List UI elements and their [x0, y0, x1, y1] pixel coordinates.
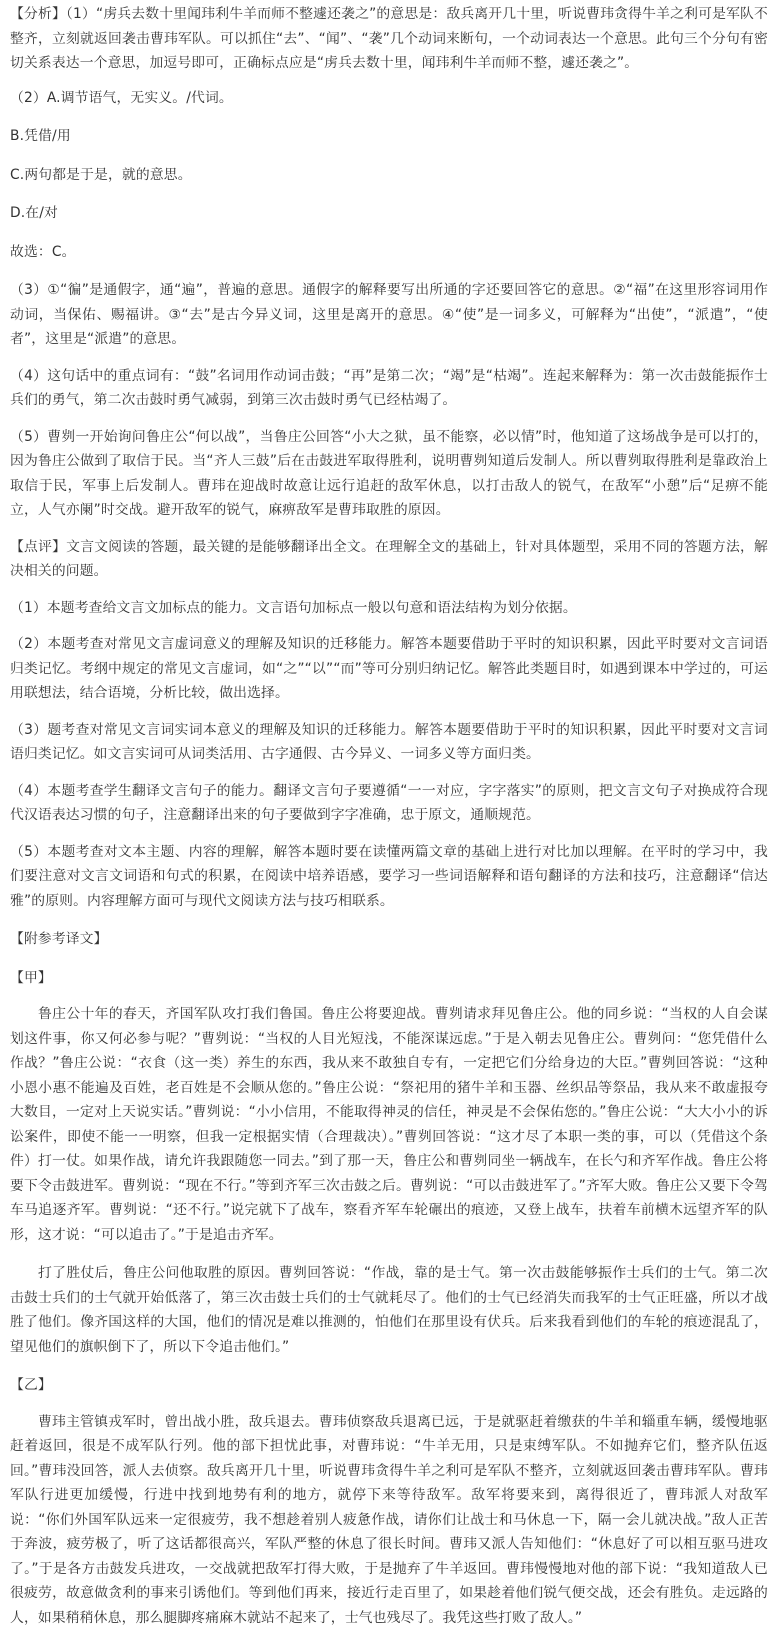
translation-jia-paragraph-2: 打了胜仗后，鲁庄公问他取胜的原因。曹刿回答说：“作战，靠的是士气。第一次击鼓能够振作士兵们的士气。第二次击鼓士兵们的士气就开始低落了，第三次击鼓士兵们的士气就耗尽了。他们的士气已经消失而我军的士气正旺盛，所以才战胜了他们。像齐国这样的大国，他们的情况是难以推测的，怕他们在那里设有伏兵。后来我看到他们的车轮的痕迹混乱了，望见他们的旗帜倒下了，所以下令追击他们。”	[10, 1261, 768, 1359]
translation-jia-label: 【甲】	[10, 966, 768, 991]
analysis-q2-option-a: （2）A.调节语气，无实义。/代词。	[10, 86, 768, 111]
comment-q3: （3）题考查对常见文言词实词本意义的理解及知识的迁移能力。解答本题要借助于平时的知识积累，因此平时要对文言词语归类记忆。如文言实词可从词类活用、古字通假、古今异义、一词多义等方面归类。	[10, 718, 768, 767]
analysis-q2-answer: 故选：C。	[10, 240, 768, 265]
comment-q5: （5）本题考查对文本主题、内容的理解，解答本题时要在读懂两篇文章的基础上进行对比加以理解。在平时的学习中，我们要注意对文言文词语和句式的积累，在阅读中培养语感，要学习一些词语解释和语句翻译的方法和技巧，注意翻译“信达雅”的原则。内容理解方面可与现代文阅读方法与技巧相联系。	[10, 840, 768, 914]
comment-section	[10, 535, 768, 914]
comment-intro: 【点评】文言文阅读的答题，最关键的是能够翻译出全文。在理解全文的基础上，针对具体题型，采用不同的答题方法，解决相关的问题。	[10, 535, 768, 584]
analysis-q2-option-d: D.在/对	[10, 201, 768, 226]
comment-q4: （4）本题考查学生翻译文言句子的能力。翻译文言句子要遵循“一一对应，字字落实”的原则，把文言文句子对换成符合现代汉语表达习惯的句子，注意翻译出来的句子要做到字字准确，忠于原文，通顺规范。	[10, 779, 768, 828]
translation-jia-paragraph-1: 鲁庄公十年的春天，齐国军队攻打我们鲁国。鲁庄公将要迎战。曹刿请求拜见鲁庄公。他的同乡说：“当权的人自会谋划这件事，你又何必参与呢？”曹刿说：“当权的人目光短浅，不能深谋远虑。”于是入朝去见鲁庄公。曹刿问：“您凭借什么作战？”鲁庄公说：“衣食（这一类）养生的东西，我从来不敢独自专有，一定把它们分给身边的大臣。”曹刿回答说：“这种小恩小惠不能遍及百姓，老百姓是不会顺从您的。”鲁庄公说：“祭祀用的猪牛羊和玉器、丝织品等祭品，我从来不敢虚报夸大数目，一定对上天说实话。”曹刿说：“小小信用，不能取得神灵的信任，神灵是不会保佑您的。”鲁庄公说：“大大小小的诉讼案件，即使不能一一明察，但我一定根据实情（合理裁决）。”曹刿回答说：“这才尽了本职一类的事，可以（凭借这个条件）打一仗。如果作战，请允许我跟随您一同去。”到了那一天，鲁庄公和曹刿同坐一辆战车，在长勺和齐军作战。鲁庄公将要下令击鼓进军。曹刿说：“现在不行。”等到齐军三次击鼓之后。曹刿说：“可以击鼓进军了。”齐军大败。鲁庄公又要下令驾车马追逐齐军。曹刿说：“还不行。”说完就下了战车，察看齐军车轮碾出的痕迹，又登上战车，扶着车前横木远望齐军的队形，这才说：“可以追击了。”于是追击齐军。	[10, 1002, 768, 1247]
analysis-q5: （5）曹刿一开始询问鲁庄公“何以战”，当鲁庄公回答“小大之狱，虽不能察，必以情”时，他知道了这场战争是可以打的，因为鲁庄公做到了取信于民。当“齐人三鼓”后在击鼓进军取得胜利，说明曹刿知道后发制人。所以曹刿取得胜利是靠政治上取信于民，军事上后发制人。曹玮在迎战时故意让远行追赶的敌军休息，以打击敌人的锐气，在敌军“小憩”后“足痹不能立，人气亦阑”时交战。避开敌军的锐气，麻痹敌军是曹玮取胜的原因。	[10, 425, 768, 523]
analysis-q2-option-c: C.两句都是于是，就的意思。	[10, 163, 768, 188]
analysis-q1: 【分析】（1）“虏兵去数十里闻玮利牛羊而师不整遽还袭之”的意思是：敌兵离开几十里，听说曹玮贪得牛羊之利可是军队不整齐，立刻就返回袭击曹玮军队。可以抓住“去”、“闻”、“袭”几个动词来断句，一个动词表达一个意思。此句三个分句有密切关系表达一个意思，加逗号即可，正确标点应是“虏兵去数十里，闻玮利牛羊而师不整，遽还袭之”。	[10, 2, 768, 76]
translation-yi-paragraph-1: 曹玮主管镇戎军时，曾出战小胜，敌兵退去。曹玮侦察敌兵退离已远，于是就驱赶着缴获的牛羊和辎重车辆，缓慢地驱赶着返回，很是不成军队行列。他的部下担忧此事，对曹玮说：“牛羊无用，只是束缚军队。不如抛弃它们，整齐队伍返回。”曹玮没回答，派人去侦察。敌兵离开几十里，听说曹玮贪得牛羊之利可是军队不整齐，立刻就返回袭击曹玮军队。曹玮军队行进更加缓慢，行进中找到地势有利的地方，就停下来等待敌军。敌军将要来到，离得很近了，曹玮派人对敌军说：“你们外国军队远来一定很疲劳，我不想趁着别人疲惫作战，请你们让战士和马休息一下，隔一会儿就决战。”敌人正苦于奔波，疲劳极了，听了这话都很高兴，军队严整的休息了很长时间。曹玮又派人告知他们：“休息好了可以相互驱马进攻了。”于是各方击鼓发兵进攻，一交战就把敌军打得大败，于是抛弃了牛羊返回。曹玮慢慢地对他的部下说：“我知道敌人已很疲劳，故意做贪利的事来引诱他们。等到他们再来，接近行走百里了，如果趁着他们锐气便交战，还会有胜负。走远路的人，如果稍稍休息，那么腿脚疼痛麻木就站不起来了，士气也残尽了。我凭这些打败了敌人。”	[10, 1410, 768, 1630]
translation-heading: 【附参考译文】	[10, 927, 768, 952]
translation-section	[10, 927, 768, 1630]
analysis-section	[10, 2, 768, 523]
analysis-q4: （4）这句话中的重点词有：“鼓”名词用作动词击鼓；“再”是第二次；“竭”是“枯竭”。连起来解释为：第一次击鼓能振作士兵们的勇气，第二次击鼓时勇气减弱，到第三次击鼓时勇气已经枯竭了。	[10, 364, 768, 413]
analysis-q3: （3）①“徧”是通假字，通“遍”，普遍的意思。通假字的解释要写出所通的字还要回答它的意思。②“福”在这里形容词用作动词，当保佑、赐福讲。③“去”是古今异义词，这里是离开的意思。④“使”是一词多义，可解释为“出使”，“派遣”，“使者”，这里是“派遣”的意思。	[10, 278, 768, 352]
analysis-q2-option-b: B.凭借/用	[10, 124, 768, 149]
translation-yi-label: 【乙】	[10, 1373, 768, 1398]
comment-q2: （2）本题考查对常见文言虚词意义的理解及知识的迁移能力。解答本题要借助于平时的知识积累，因此平时要对文言词语归类记忆。考纲中规定的常见文言虚词，如“之”“以”“而”等可分别归纳记忆。解答此类题目时，如遇到课本中学过的，可运用联想法，结合语境，分析比较，做出选择。	[10, 632, 768, 706]
comment-q1: （1）本题考查给文言文加标点的能力。文言语句加标点一般以句意和语法结构为划分依据。	[10, 596, 768, 621]
